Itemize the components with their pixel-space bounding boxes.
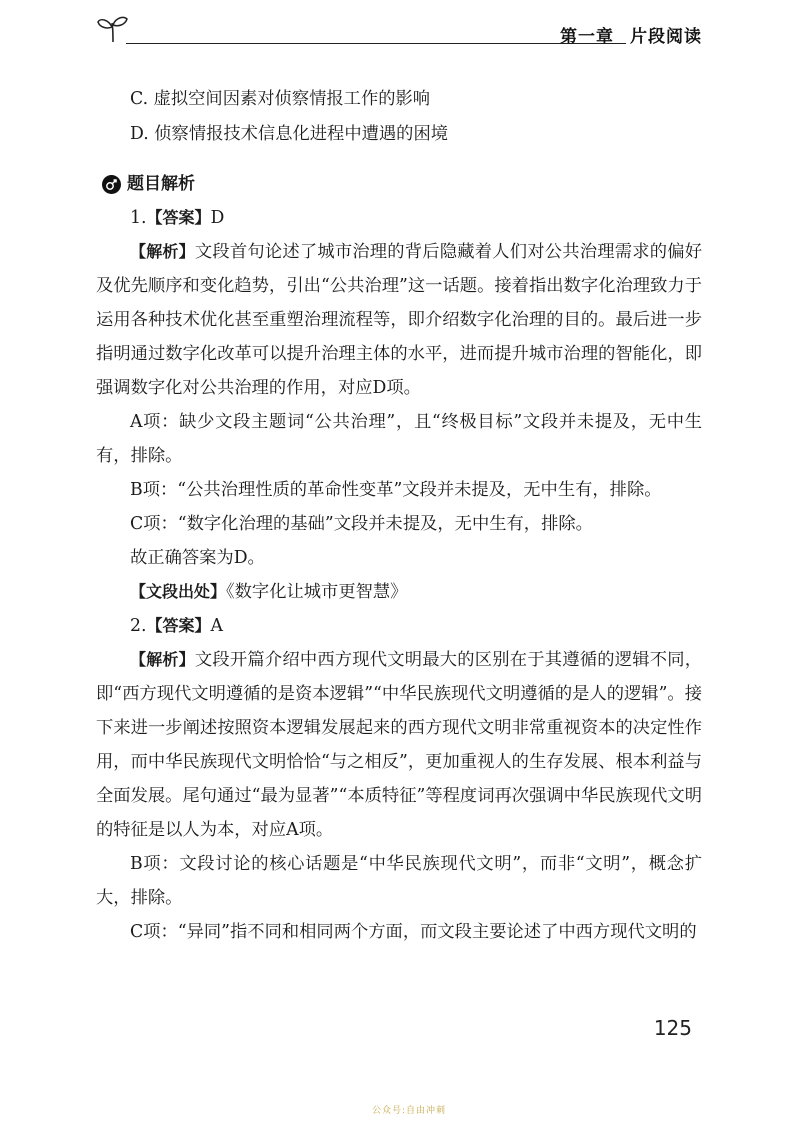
watermark-stamp: 公众号:自由冲刺 [372,1106,447,1116]
q1-source [96,575,702,609]
sprout-icon [96,14,130,44]
q1-answer: D [210,208,225,228]
chapter-title [560,22,702,47]
q2-analysis-text: 文段开篇介绍中西方现代文明最大的区别在于其遵循的逻辑不同，即“西方现代文明遵循的是资本逻辑”“中华民族现代文明遵循的是人的逻辑”。接下来进一步阐述按照资本逻辑发展起来的西方现代文明非常重视资本的决定性作用，而中华民族现代文明恰恰“与之相反”，更加重视人的生存发展、根本利益与全面发展。尾句通过“最为显著”“本质特征”等程度词再次强调中华民族现代文明的特征是以人为本，对应A项。 [96,650,702,840]
option-c: C. 虚拟空间因素对侦察情报工作的影响 [130,89,431,109]
section-heading [96,167,702,201]
q2-option-c: C项：“异同”指不同和相同两个方面，而文段主要论述了中西方现代文明的 [130,922,697,942]
q1-option-c: C项：“数字化治理的基础”文段并未提及，无中生有，排除。 [130,514,593,534]
section-label: 片段阅读 [630,27,702,47]
q2-analysis-tag: 【解析】 [130,650,195,669]
q1-answer-line [96,201,702,235]
q1-conclusion: 故正确答案为D。 [130,548,265,568]
q2-number: 2. [130,616,147,636]
q2-answer-tag: 【答案】 [146,616,211,635]
q2-option-b: B项：文段讨论的核心话题是“中华民族现代文明”，而非“文明”，概念扩大，排除。 [96,854,702,908]
q2-answer: A [210,616,223,636]
page-header [96,12,702,48]
q1-analysis-text: 文段首句论述了城市治理的背后隐藏着人们对公共治理需求的偏好及优先顺序和变化趋势，引出“公共治理”这一话题。接着指出数字化治理致力于运用各种技术优化甚至重塑治理流程等，即介绍数字化治理的目的。最后进一步指明通过数字化改革可以提升治理主体的水平，进而提升城市治理的智能化，即强调数字化对公共治理的作用，对应D项。 [96,242,702,398]
q1-analysis-tag: 【解析】 [130,242,195,261]
q2-analysis [96,643,702,847]
q1-source-tag: 【文段出处】 [130,582,227,601]
option-d: D. 侦察情报技术信息化进程中遭遇的困境 [130,124,449,144]
analysis-badge-icon [102,175,121,194]
q1-number: 1. [130,208,147,228]
header-rule [126,43,626,44]
q1-option-b: B项：“公共治理性质的革命性变革”文段并未提及，无中生有，排除。 [130,480,662,500]
q2-answer-line [96,609,702,643]
q1-source-title: 《数字化让城市更智慧》 [226,582,408,602]
page-number: 125 [653,1016,692,1040]
section-title: 题目解析 [127,174,195,194]
chapter-label: 第一章 [560,27,614,47]
q1-answer-tag: 【答案】 [146,208,211,227]
q1-option-a: A项：缺少文段主题词“公共治理”，且“终极目标”文段并未提及，无中生有，排除。 [96,412,702,466]
q1-analysis [96,235,702,405]
page-body [96,82,702,949]
